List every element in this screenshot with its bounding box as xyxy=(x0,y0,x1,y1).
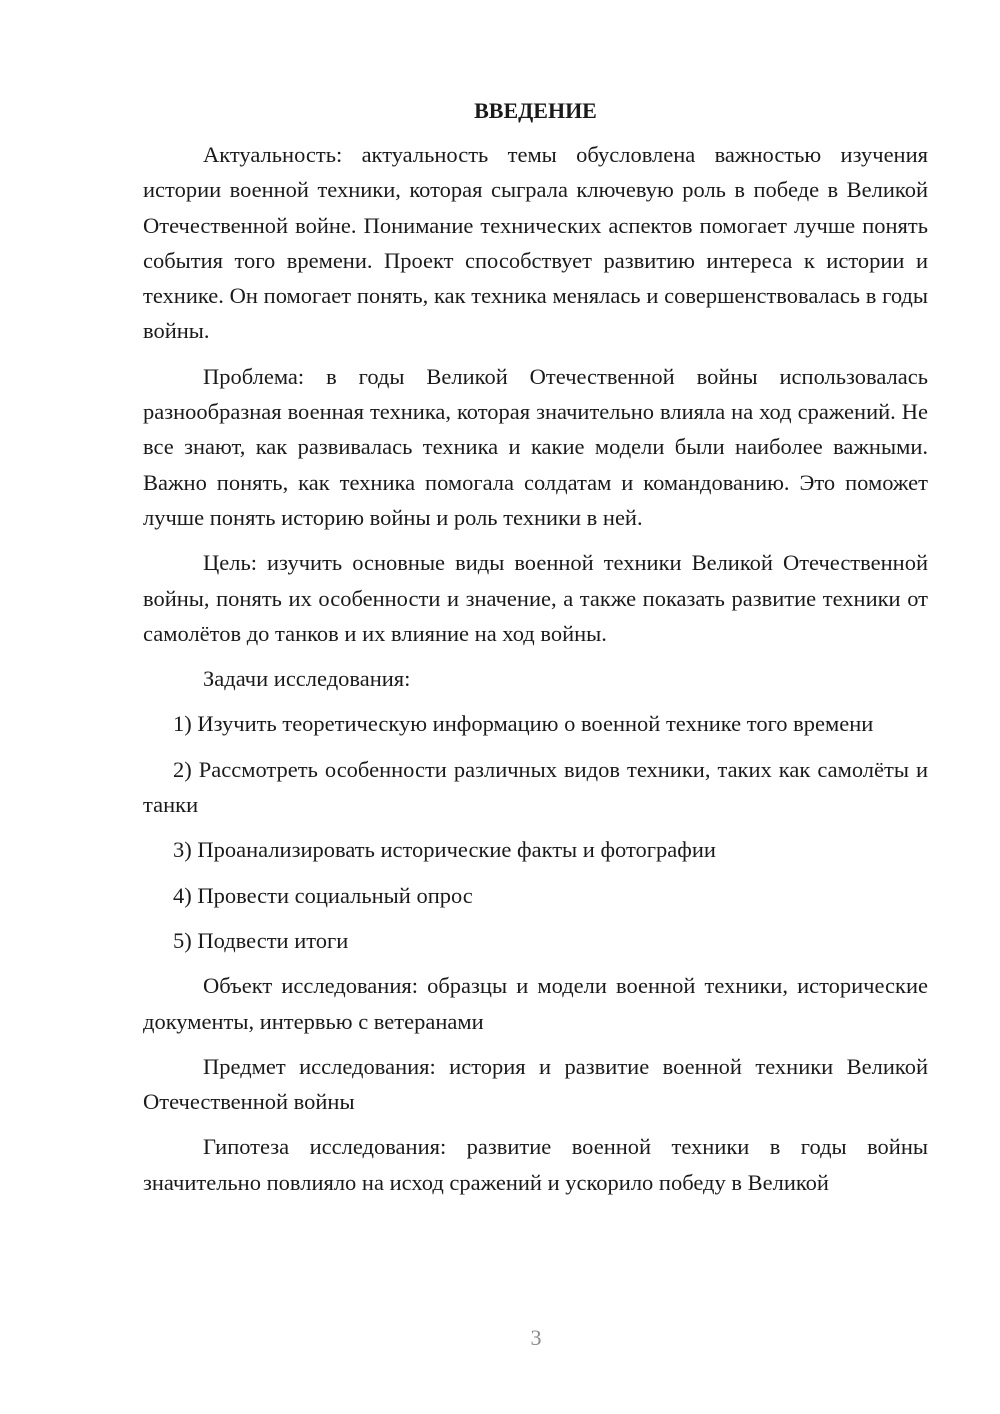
page-title: ВВЕДЕНИЕ xyxy=(474,98,597,123)
task-item-4: 4) Провести социальный опрос xyxy=(173,882,473,908)
hypothesis-paragraph: Гипотеза исследования: развитие военной техники в годы войны значительно повлияло на исход сражений и ускорило победу в Великой xyxy=(143,1134,928,1195)
document-body xyxy=(143,95,928,1200)
subject-paragraph: Предмет исследования: история и развитие военной техники Великой Отечественной войны xyxy=(143,1053,928,1115)
goal-paragraph: Цель: изучить основные виды военной техники Великой Отечественной войны, понять их особенности и значение, а также показать развитие техники от самолётов до танков и их влияние на ход войны. xyxy=(143,550,928,646)
relevance-paragraph: Актуальность: актуальность темы обусловлена важностью изучения истории военной техники, которая сыграла ключевую роль в победе в Великой Отечественной войне. Понимание технических аспектов помогает лучше понять события того времени. Проект способствует развитию интереса к истории и технике. Он помогает понять, как техника менялась и совершенствовалась в годы войны. xyxy=(143,142,928,344)
tasks-heading: Задачи исследования: xyxy=(203,666,411,692)
task-item-1: 1) Изучить теоретическую информацию о военной технике того времени xyxy=(173,711,874,737)
task-item-3: 3) Проанализировать исторические факты и фотографии xyxy=(173,837,716,863)
page-number: 3 xyxy=(530,1325,542,1350)
problem-paragraph: Проблема: в годы Великой Отечественной войны использовалась разнообразная военная техника, которая значительно влияла на ход сражений. Не все знают, как развивалась техника и какие модели были наиболее важными. Важно понять, как техника помогала солдатам и командованию. Это поможет лучше понять историю войны и роль техники в ней. xyxy=(143,363,928,530)
task-item-5: 5) Подвести итоги xyxy=(173,927,349,953)
object-paragraph: Объект исследования: образцы и модели военной техники, исторические документы, интервью с ветеранами xyxy=(143,973,928,1034)
task-item-2: 2) Рассмотреть особенности различных видов техники, таких как самолёты и танки xyxy=(143,756,928,818)
